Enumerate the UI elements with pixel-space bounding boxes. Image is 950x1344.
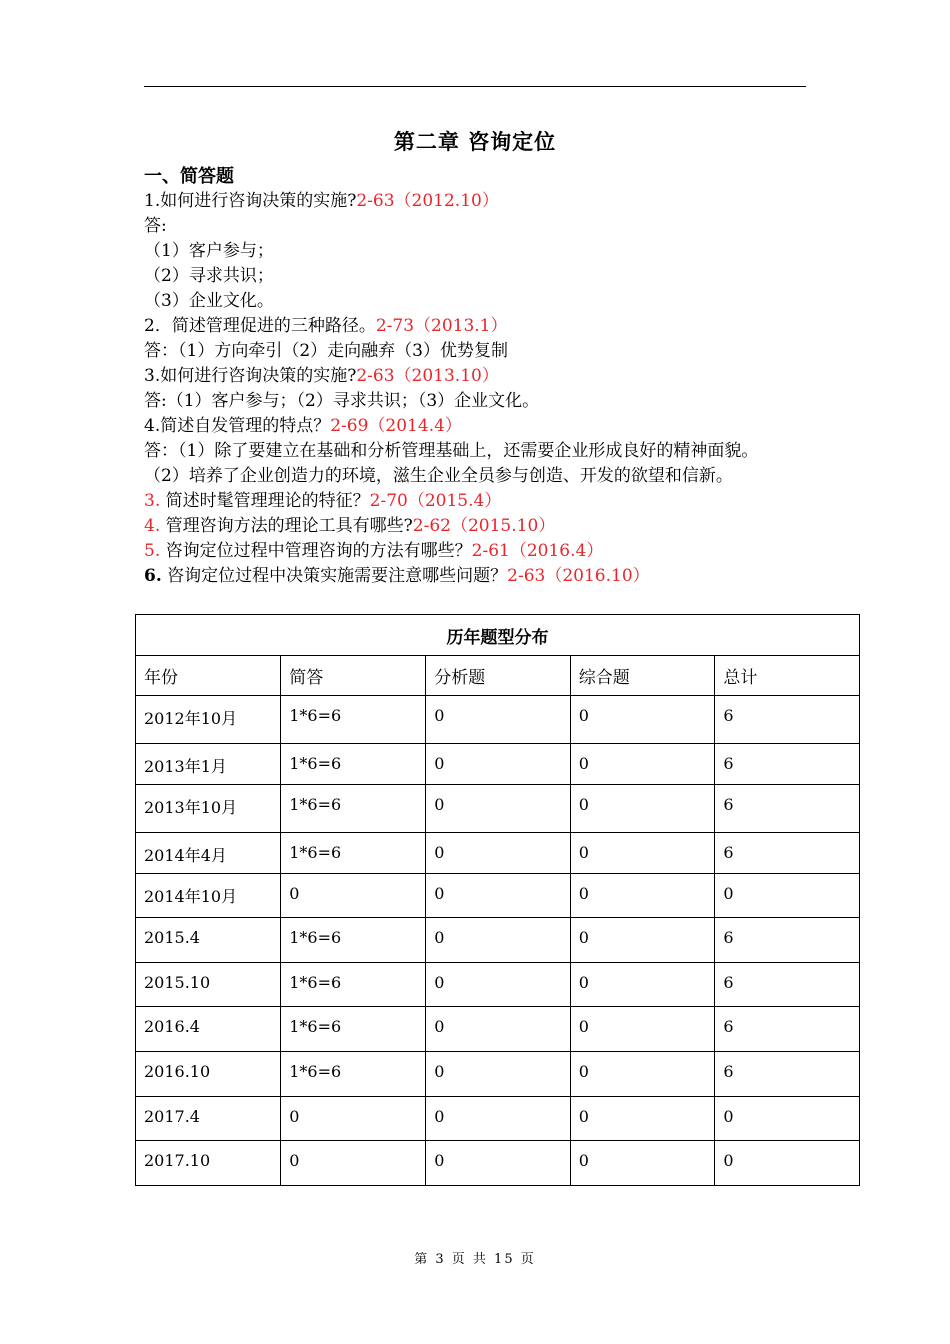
column-header: 分析题 — [426, 656, 571, 696]
table-cell: 0 — [570, 1007, 715, 1052]
question-number: 4. — [144, 516, 161, 536]
table-cell: 1*6=6 — [281, 696, 426, 744]
table-row — [136, 1052, 860, 1097]
table-cell: 0 — [570, 1052, 715, 1097]
question-8 — [144, 564, 824, 589]
table-cell: 2012年10月 — [136, 696, 281, 744]
answer-item: （3）企业文化。 — [144, 291, 274, 311]
table-cell: 1*6=6 — [281, 744, 426, 785]
table-cell: 0 — [281, 1141, 426, 1186]
answer-label: 答: — [144, 216, 167, 236]
table-cell: 0 — [570, 963, 715, 1007]
answer: 答:（1）客户参与；（2）寻求共识；（3）企业文化。 — [144, 391, 540, 411]
table-cell: 6 — [715, 1007, 860, 1052]
answer: （2）培养了企业创造力的环境，滋生企业全员参与创造、开发的欲望和信新。 — [144, 466, 733, 486]
question-1 — [144, 189, 824, 214]
question-reference: 2-70（2015.4） — [369, 491, 502, 511]
table-row — [136, 744, 860, 785]
table-row — [136, 874, 860, 918]
table-cell: 0 — [426, 744, 571, 785]
table-row — [136, 785, 860, 833]
table-cell: 1*6=6 — [281, 963, 426, 1007]
table-cell: 2015.10 — [136, 963, 281, 1007]
question-reference: 2-63（2013.10） — [356, 366, 499, 386]
table-cell: 6 — [715, 785, 860, 833]
table-cell: 6 — [715, 744, 860, 785]
table-cell: 6 — [715, 963, 860, 1007]
question-distribution-table — [135, 614, 860, 1186]
column-header: 年份 — [136, 656, 281, 696]
question-6 — [144, 514, 824, 539]
table-cell: 6 — [715, 833, 860, 874]
table-caption-row — [136, 615, 860, 656]
document-body — [144, 164, 824, 589]
table-cell: 0 — [715, 1097, 860, 1141]
table-cell: 0 — [426, 874, 571, 918]
table-cell: 0 — [426, 785, 571, 833]
question-text: 咨询定位过程中决策实施需要注意哪些问题？ — [167, 566, 508, 586]
question-number: 3. — [144, 491, 161, 511]
page-footer: 第 3 页 共 15 页 — [414, 1252, 536, 1267]
table-cell: 0 — [426, 918, 571, 963]
table-row — [136, 696, 860, 744]
table-cell: 2016.4 — [136, 1007, 281, 1052]
table-cell: 0 — [570, 1141, 715, 1186]
question-text: 咨询定位过程中管理咨询的方法有哪些？ — [165, 541, 472, 561]
question-reference: 2-61（2016.4） — [471, 541, 604, 561]
answer: 答：（1）方向牵引（2）走向融弃（3）优势复制 — [144, 341, 508, 361]
table-cell: 2014年10月 — [136, 874, 281, 918]
question-7 — [144, 539, 824, 564]
answer-item: （2）寻求共识； — [144, 266, 274, 286]
question-reference: 2-62（2015.10） — [412, 516, 556, 536]
question-number: 6. — [144, 566, 162, 586]
table-cell: 1*6=6 — [281, 785, 426, 833]
question-3 — [144, 364, 824, 389]
answer: 答：（1）除了要建立在基础和分析管理基础上，还需要企业形成良好的精神面貌。 — [144, 441, 759, 461]
table-cell: 0 — [426, 833, 571, 874]
table-row — [136, 1007, 860, 1052]
question-text: 4.简述自发管理的特点？ — [144, 416, 331, 436]
question-reference: 2-63（2012.10） — [356, 191, 499, 211]
table-cell: 2014年4月 — [136, 833, 281, 874]
question-reference: 2-69（2014.4） — [330, 416, 462, 436]
table-cell: 0 — [426, 1097, 571, 1141]
table-cell: 6 — [715, 1052, 860, 1097]
table-cell: 2013年10月 — [136, 785, 281, 833]
table-cell: 0 — [570, 1097, 715, 1141]
question-5 — [144, 489, 824, 514]
table-cell: 2013年1月 — [136, 744, 281, 785]
table-row — [136, 918, 860, 963]
question-text: 3.如何进行咨询决策的实施? — [144, 366, 357, 386]
table-cell: 0 — [570, 874, 715, 918]
question-reference: 2-63（2016.10） — [507, 566, 650, 586]
table-cell: 6 — [715, 918, 860, 963]
question-text: 2．简述管理促进的三种路径。 — [144, 316, 376, 336]
table-cell: 0 — [715, 1141, 860, 1186]
table-header-row — [136, 656, 860, 696]
table-row — [136, 833, 860, 874]
question-reference: 2-73（2013.1） — [375, 316, 508, 336]
column-header: 综合题 — [570, 656, 715, 696]
table-cell: 0 — [426, 1052, 571, 1097]
table-cell: 0 — [570, 918, 715, 963]
table-cell: 0 — [426, 1007, 571, 1052]
table-cell: 0 — [570, 785, 715, 833]
table-cell: 2017.10 — [136, 1141, 281, 1186]
table-row — [136, 1141, 860, 1186]
column-header: 总计 — [715, 656, 860, 696]
question-text: 简述时髦管理理论的特征？ — [165, 491, 370, 511]
table-row — [136, 963, 860, 1007]
question-2 — [144, 314, 824, 339]
table-cell: 0 — [570, 744, 715, 785]
table-cell: 2016.10 — [136, 1052, 281, 1097]
table-cell: 0 — [281, 1097, 426, 1141]
table-cell: 2015.4 — [136, 918, 281, 963]
table-caption: 历年题型分布 — [136, 615, 860, 656]
table-cell: 1*6=6 — [281, 918, 426, 963]
chapter-title: 第二章 咨询定位 — [393, 130, 557, 154]
table-cell: 1*6=6 — [281, 1007, 426, 1052]
table-cell: 0 — [570, 833, 715, 874]
table-cell: 0 — [426, 696, 571, 744]
table-cell: 0 — [426, 1141, 571, 1186]
table-cell: 6 — [715, 696, 860, 744]
answer-item: （1）客户参与； — [144, 241, 274, 261]
question-text: 1.如何进行咨询决策的实施? — [144, 191, 357, 211]
table-cell: 0 — [570, 696, 715, 744]
table-cell: 1*6=6 — [281, 1052, 426, 1097]
table-body — [136, 696, 860, 1186]
section-heading: 一、简答题 — [144, 166, 234, 187]
header-rule — [144, 86, 806, 87]
table-row — [136, 1097, 860, 1141]
question-4 — [144, 414, 824, 439]
table-cell: 1*6=6 — [281, 833, 426, 874]
question-number: 5. — [144, 541, 161, 561]
question-text: 管理咨询方法的理论工具有哪些? — [165, 516, 413, 536]
table-cell: 0 — [426, 963, 571, 1007]
table-cell: 0 — [281, 874, 426, 918]
table-cell: 0 — [715, 874, 860, 918]
table-cell: 2017.4 — [136, 1097, 281, 1141]
column-header: 简答 — [281, 656, 426, 696]
